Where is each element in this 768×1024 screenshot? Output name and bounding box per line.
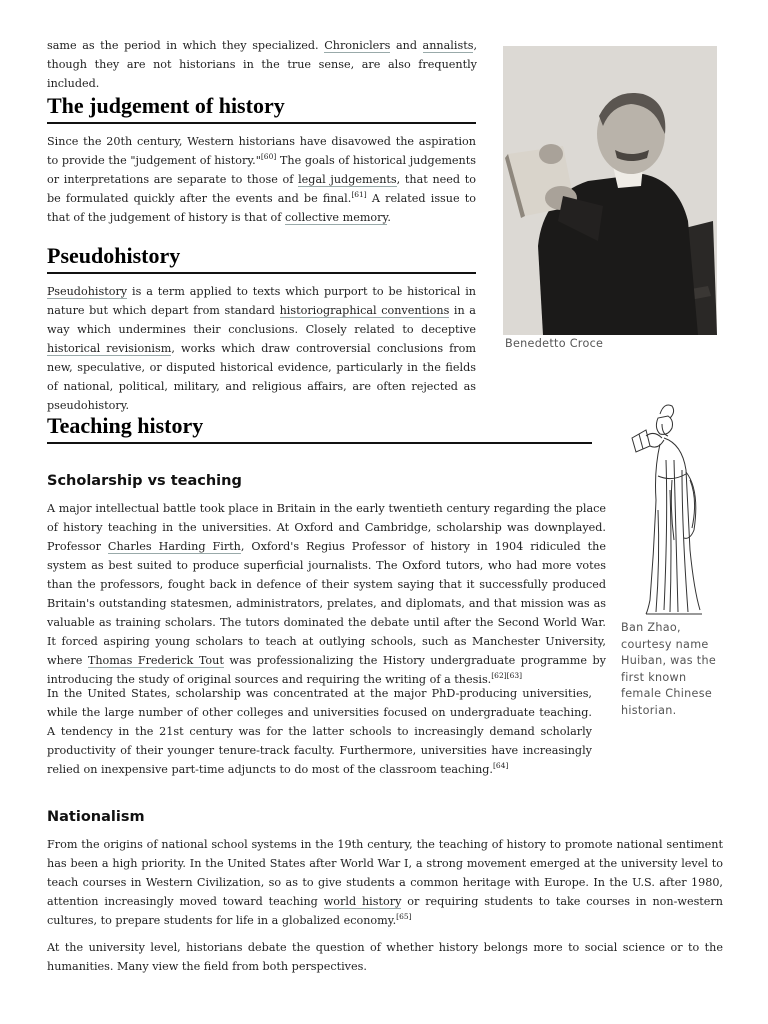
scholarship-paragraph-1 (47, 499, 606, 689)
link-pseudohistory[interactable]: Pseudohistory (47, 285, 128, 298)
subsection-scholarship (47, 471, 606, 689)
pseudohistory-paragraph (47, 282, 476, 415)
text: or requiring students to take courses in non-western cultures, to prepare students for life in a globalized economy. (47, 895, 723, 927)
link-charles-harding-firth[interactable]: Charles Harding Firth (107, 540, 241, 553)
heading-teaching-history: Teaching history (47, 412, 592, 444)
benedetto-croce-portrait-image (503, 46, 717, 335)
text: , that need to be formulated quickly after the events and be final. (47, 173, 476, 205)
section-pseudohistory (47, 242, 476, 415)
croce-caption: Benedetto Croce (505, 337, 604, 350)
heading-nationalism: Nationalism (47, 809, 145, 825)
intro-text: same as the period in which they specialized. (47, 39, 325, 52)
scholarship-paragraph-2-block (47, 684, 592, 779)
heading-judgement-of-history: The judgement of history (47, 92, 476, 124)
scholarship-paragraph-2 (47, 684, 592, 779)
intro-text: and (390, 39, 423, 52)
ban-zhao-drawing[interactable] (624, 400, 718, 618)
citation-61[interactable]: [61] (351, 190, 367, 199)
link-collective-memory[interactable]: collective memory (284, 211, 388, 224)
text: , Oxford's Regius Professor of history in 1904 ridiculed the system as best suited to produce superficial journalists. The Oxford tutors, who had more votes than the professors, fought back in defence of their system saying that it successfully produced Britain's outstanding statesmen, administrators, prelates, and diplomats, and that mission was as valuable as training scholars. The tutors dominated the debate until after the Second World War. It forced aspiring young scholars to teach at outlying schools, such as Manchester University, where (47, 540, 606, 667)
text: is a term applied to texts which purport to be historical in nature but which depart from standard (47, 285, 476, 317)
heading-scholarship-vs-teaching: Scholarship vs teaching (47, 473, 242, 489)
link-legal-judgements[interactable]: legal judgements (298, 173, 397, 186)
nationalism-paragraph-2: At the university level, historians debate the question of whether history belongs more to social science or to the humanities. Many view the field from both perspectives. (47, 941, 723, 973)
text: In the United States, scholarship was concentrated at the major PhD-producing universities, while the large number of other colleges and universities focused on undergraduate teaching. A tendency in the 21st century was for the latter schools to increasingly demand scholarly productivity of their younger tenure-track faculty. Furthermore, universities have increasingly relied on inexpensive part-time adjuncts to do most of the classroom teaching. (47, 687, 592, 776)
judgement-paragraph (47, 132, 476, 227)
text: was professionalizing the History undergraduate programme by introducing the study of original sources and requiring the writing of a thesis. (47, 654, 606, 686)
benedetto-croce-photo[interactable] (503, 46, 717, 335)
citation-65[interactable]: [65] (396, 912, 412, 921)
link-annalists[interactable]: annalists (422, 39, 474, 52)
heading-pseudohistory: Pseudohistory (47, 242, 476, 274)
link-historical-revisionism[interactable]: historical revisionism (47, 342, 172, 355)
citation-60[interactable]: [60] (260, 152, 277, 161)
text: , works which draw controversial conclusions from new, speculative, or disputed historical evidence, particularly in the fields of national, political, military, and religious affairs, are often rejected as pseudohistory. (47, 342, 477, 412)
section-teaching-history (47, 412, 592, 444)
section-judgement (47, 92, 476, 227)
ban-zhao-illustration-image (624, 400, 718, 618)
text: A related issue to that of the judgement of history is that of (47, 192, 476, 224)
intro-text: , though they are not historians in the true sense, are also frequently included. (47, 39, 477, 90)
text: From the origins of national school systems in the 19th century, the teaching of history to promote national sentiment has been a high priority. In the United States after World War I, a strong movement emerged at the university level to teach courses in Western Civilization, so as to give students a common heritage with Europe. In the U.S. after 1980, attention increasingly moved toward teaching (47, 838, 723, 908)
link-historiographical-conventions[interactable]: historiographical conventions (279, 304, 450, 317)
link-chroniclers[interactable]: Chroniclers (324, 39, 391, 52)
text: . (387, 211, 391, 224)
text: The goals of historical judgements or interpretations are separate to those of (47, 154, 476, 186)
ban-zhao-caption: Ban Zhao, courtesy name Huiban, was the first known female Chinese historian. (621, 621, 717, 717)
nationalism-paragraph-1 (47, 835, 723, 930)
citation-62-63[interactable]: [62][63] (491, 671, 523, 680)
subsection-nationalism (47, 807, 723, 976)
text: in a way which undermines their conclusions. Closely related to deceptive (47, 304, 476, 336)
text: A major intellectual battle took place in Britain in the early twentieth century regarding the place of history teaching in the universities. At Oxford and Cambridge, scholarship was downplayed. Professor (47, 502, 606, 553)
intro-paragraph (47, 36, 477, 93)
link-world-history[interactable]: world history (323, 895, 402, 908)
citation-64[interactable]: [64] (493, 761, 509, 770)
link-thomas-frederick-tout[interactable]: Thomas Frederick Tout (87, 654, 224, 667)
text: Since the 20th century, Western historians have disavowed the aspiration to provide the "judgement of history." (47, 135, 476, 167)
